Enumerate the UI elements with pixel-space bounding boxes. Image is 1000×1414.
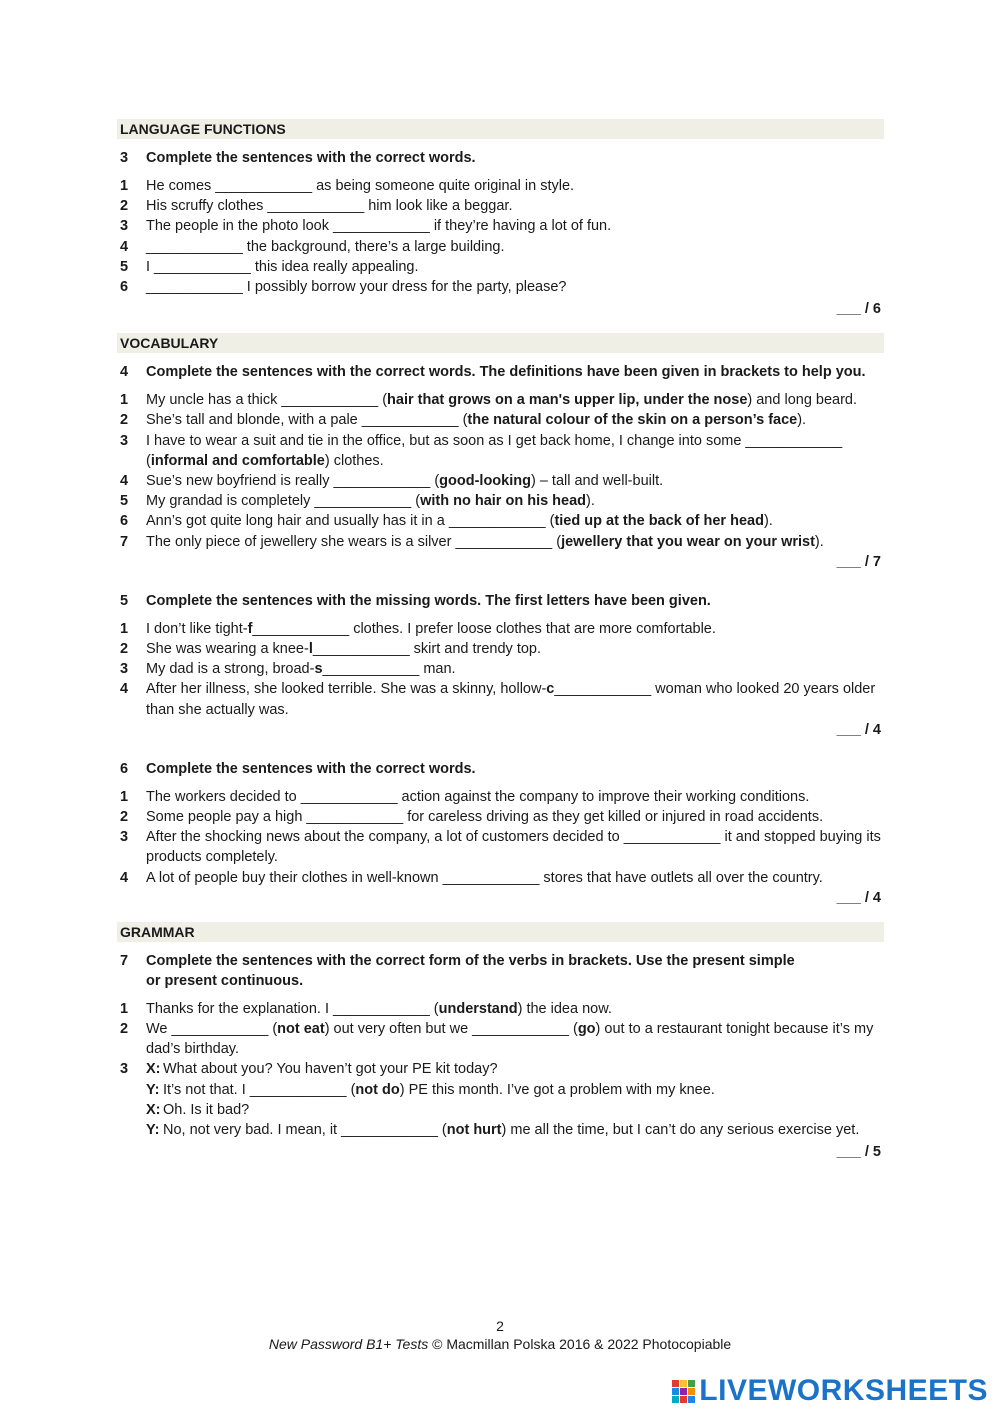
liveworksheets-logo [672,1374,988,1408]
item-text [146,410,884,430]
item-text [146,1019,884,1059]
item-number: 3 [120,218,129,235]
item-number: 4 [120,238,129,255]
section-header-vocabulary: VOCABULARY [117,333,884,353]
task-number: 4 [120,364,129,381]
text-part: ____________ skirt and trendy top. [312,641,542,658]
text-part: ) clothes. [324,452,384,469]
list-item [117,1019,884,1059]
item-number: 3 [120,829,129,846]
item-text: The workers decided to ____________ action against the company to improve their working conditions. [146,788,810,805]
task-number: 3 [120,150,129,166]
logo-text: LIVEWORKSHEETS [699,1374,988,1407]
copyright-line [0,1336,1000,1352]
text-part: I have to wear a suit and tie in the office, but as soon as I get back home, I change into some ____________ ( [146,432,843,469]
text-part: ____________ clothes. I prefer loose clothes that are more comfortable. [252,620,716,637]
item-text [146,639,884,659]
text-part: Sue’s new boyfriend is really ____________ ( [146,473,440,490]
list-item [117,787,884,807]
dialogue-line [146,1080,884,1100]
item-number: 3 [120,432,129,449]
item-text [146,511,884,531]
list-item [117,431,884,471]
text-part: My dad is a strong, broad- [146,661,315,678]
item-number: 5 [120,258,129,275]
list-item [117,807,884,827]
text-part: ) me all the time, but I can’t do any serious exercise yet. [501,1122,860,1139]
list-item [117,471,884,491]
list-item [117,679,884,719]
task-6-instruction [117,759,884,779]
bold-hint: good-looking [439,473,531,490]
task-4-items [117,390,884,552]
page-number: 2 [496,1318,504,1334]
task-number: 7 [120,952,129,969]
verb-hint: not do [355,1081,400,1098]
list-item [117,176,884,196]
text-part: No, not very bad. I mean, it ____________ ( [163,1122,447,1139]
item-number: 2 [120,1021,129,1038]
item-text: He comes ____________ as being someone quite original in style. [146,178,575,194]
text-part: ) – tall and well-built. [530,473,664,490]
item-number: 7 [120,533,129,550]
bold-hint: l [308,641,313,658]
instruction-line-1: Complete the sentences with the correct form of the verbs in brackets. Use the present simple [146,952,795,969]
item-text [146,532,884,552]
copyright-text: © Macmillan Polska 2016 & 2022 Photocopiable [428,1336,732,1352]
text-part: ) and long beard. [747,392,858,409]
item-number: 2 [120,641,129,658]
section-header-grammar: GRAMMAR [117,922,884,942]
task-4-score: ___ / 7 [836,553,881,570]
speech-text: Oh. Is it bad? [163,1101,250,1118]
task-7-score: ___ / 5 [836,1144,881,1161]
bold-hint: c [546,681,555,698]
text-part: Ann’s got quite long hair and usually has it in a ____________ ( [146,513,555,530]
item-number: 1 [120,178,129,194]
item-number: 4 [120,869,129,886]
item-number: 4 [120,473,129,490]
dialogue-line [146,1059,884,1079]
list-item [117,1059,884,1140]
list-item [117,491,884,511]
bold-hint: with no hair on his head [420,493,587,510]
text-part: ) out to a restaurant tonight because it’s my dad’s birthday. [146,1021,874,1058]
item-number: 1 [120,392,129,409]
text-part: ). [586,493,595,510]
item-text [146,999,884,1019]
list-item [117,827,884,867]
speaker-label: X: [146,1061,161,1078]
list-item [117,999,884,1019]
bold-hint: tied up at the back of her head [554,513,764,530]
text-part: It’s not that. I ____________ ( [163,1081,356,1098]
text-part: The only piece of jewellery she wears is a silver ____________ ( [146,533,562,550]
item-text [146,491,884,511]
text-part: ). [814,533,824,550]
item-number: 1 [120,788,129,805]
list-item [117,511,884,531]
bold-hint: the natural colour of the skin on a person’s face [467,412,798,429]
item-text: ____________ I possibly borrow your dress for the party, please? [146,279,567,296]
list-item [117,868,884,888]
item-text: I ____________ this idea really appealing. [146,258,419,275]
speaker-label: Y: [146,1122,160,1139]
verb-hint: not eat [277,1021,325,1038]
list-item [117,196,884,216]
item-text: After the shocking news about the company, a lot of customers decided to ____________ it and stopped buying its products completely. [146,829,881,866]
instruction-text: Complete the sentences with the correct words. [146,760,476,777]
verb-hint: go [577,1021,596,1038]
bold-hint: jewellery that you wear on your wrist [561,533,815,550]
list-item [117,410,884,430]
item-text: Some people pay a high ____________ for careless driving as they get killed or injured in road accidents. [146,809,824,826]
section-header-language-functions: LANGUAGE FUNCTIONS [117,119,884,139]
book-title: New Password B1+ Tests [268,1336,429,1352]
logo-grid-icon [672,1380,695,1403]
item-number: 3 [120,661,129,678]
task-5-instruction [117,591,884,611]
item-text [146,471,884,491]
text-part: ). [763,513,773,530]
list-item [117,619,884,639]
task-7-instruction [117,951,884,991]
list-item [117,532,884,552]
text-part: She was wearing a knee- [146,641,309,658]
instruction-text: Complete the sentences with the correct words. The definitions have been given in brackets to help you. [146,364,866,381]
task-5-items [117,619,884,720]
item-text: A lot of people buy their clothes in well-known ____________ stores that have outlets all over the country. [146,869,823,886]
item-text: His scruffy clothes ____________ him look like a beggar. [146,198,513,215]
speech-text [163,1120,859,1140]
text-part: Thanks for the explanation. I ____________ ( [146,1000,439,1017]
item-number: 2 [120,412,129,429]
speaker-label: X: [146,1101,161,1118]
task-6-score: ___ / 4 [836,889,881,906]
list-item [117,639,884,659]
text-part: After her illness, she looked terrible. She was a skinny, hollow- [146,681,547,698]
dialogue [146,1059,884,1140]
task-number: 5 [120,592,129,609]
verb-hint: not hurt [446,1122,502,1139]
bold-hint: informal and comfortable [150,452,325,469]
list-item [117,237,884,257]
task-5-score: ___ / 4 [836,721,881,738]
item-number: 4 [120,681,129,698]
speaker-label: Y: [146,1081,160,1098]
speech-text: What about you? You haven’t got your PE kit today? [163,1061,498,1078]
item-text: The people in the photo look ____________ if they’re having a lot of fun. [146,218,612,235]
list-item [117,277,884,297]
task-6-items [117,787,884,888]
item-text [146,619,884,639]
text-part: My grandad is completely ____________ ( [146,493,421,510]
instruction-line-2: or present continuous. [146,972,304,989]
item-number: 2 [120,809,129,826]
list-item [117,659,884,679]
item-number: 6 [120,513,129,530]
bold-hint: s [314,661,323,678]
list-item [117,257,884,277]
task-3-items [117,176,884,297]
worksheet-page [117,119,884,1162]
item-text [146,679,884,719]
item-text [146,390,884,410]
instruction-text: Complete the sentences with the missing words. The first letters have been given. [146,592,711,609]
text-part: She’s tall and blonde, with a pale ____________ ( [146,412,468,429]
item-text [146,659,884,679]
text-part: ____________ woman who looked 20 years older than she actually was. [146,681,876,718]
item-number: 1 [120,1000,129,1017]
text-part: ) PE this month. I’ve got a problem with my knee. [399,1081,715,1098]
speech-text [163,1080,715,1100]
task-3-score: ___ / 6 [836,301,881,318]
task-4-instruction [117,362,884,382]
text-part: ). [797,412,807,429]
item-text [146,431,884,471]
task-7-items [117,999,884,1140]
list-item [117,216,884,236]
text-part: ) the idea now. [517,1000,612,1017]
dialogue-line [146,1100,884,1120]
verb-hint: understand [438,1000,518,1017]
dialogue-line [146,1120,884,1140]
item-number: 3 [120,1061,129,1078]
text-part: My uncle has a thick ____________ ( [146,392,388,409]
text-part: ____________ man. [322,661,456,678]
instruction-text: Complete the sentences with the correct words. [146,150,476,166]
text-part: ) out very often but we ____________ ( [324,1021,578,1038]
text-part: I don’t like tight- [146,620,248,637]
list-item [117,390,884,410]
item-number: 6 [120,279,129,296]
item-number: 1 [120,620,129,637]
task-3-instruction [117,148,884,168]
bold-hint: f [247,620,253,637]
bold-hint: hair that grows on a man's upper lip, under the nose [387,392,748,409]
item-number: 2 [120,198,129,215]
instruction-text [146,951,795,991]
item-number: 5 [120,493,129,510]
text-part: We ____________ ( [146,1021,278,1038]
task-number: 6 [120,760,129,777]
item-text: ____________ the background, there’s a large building. [146,238,505,255]
